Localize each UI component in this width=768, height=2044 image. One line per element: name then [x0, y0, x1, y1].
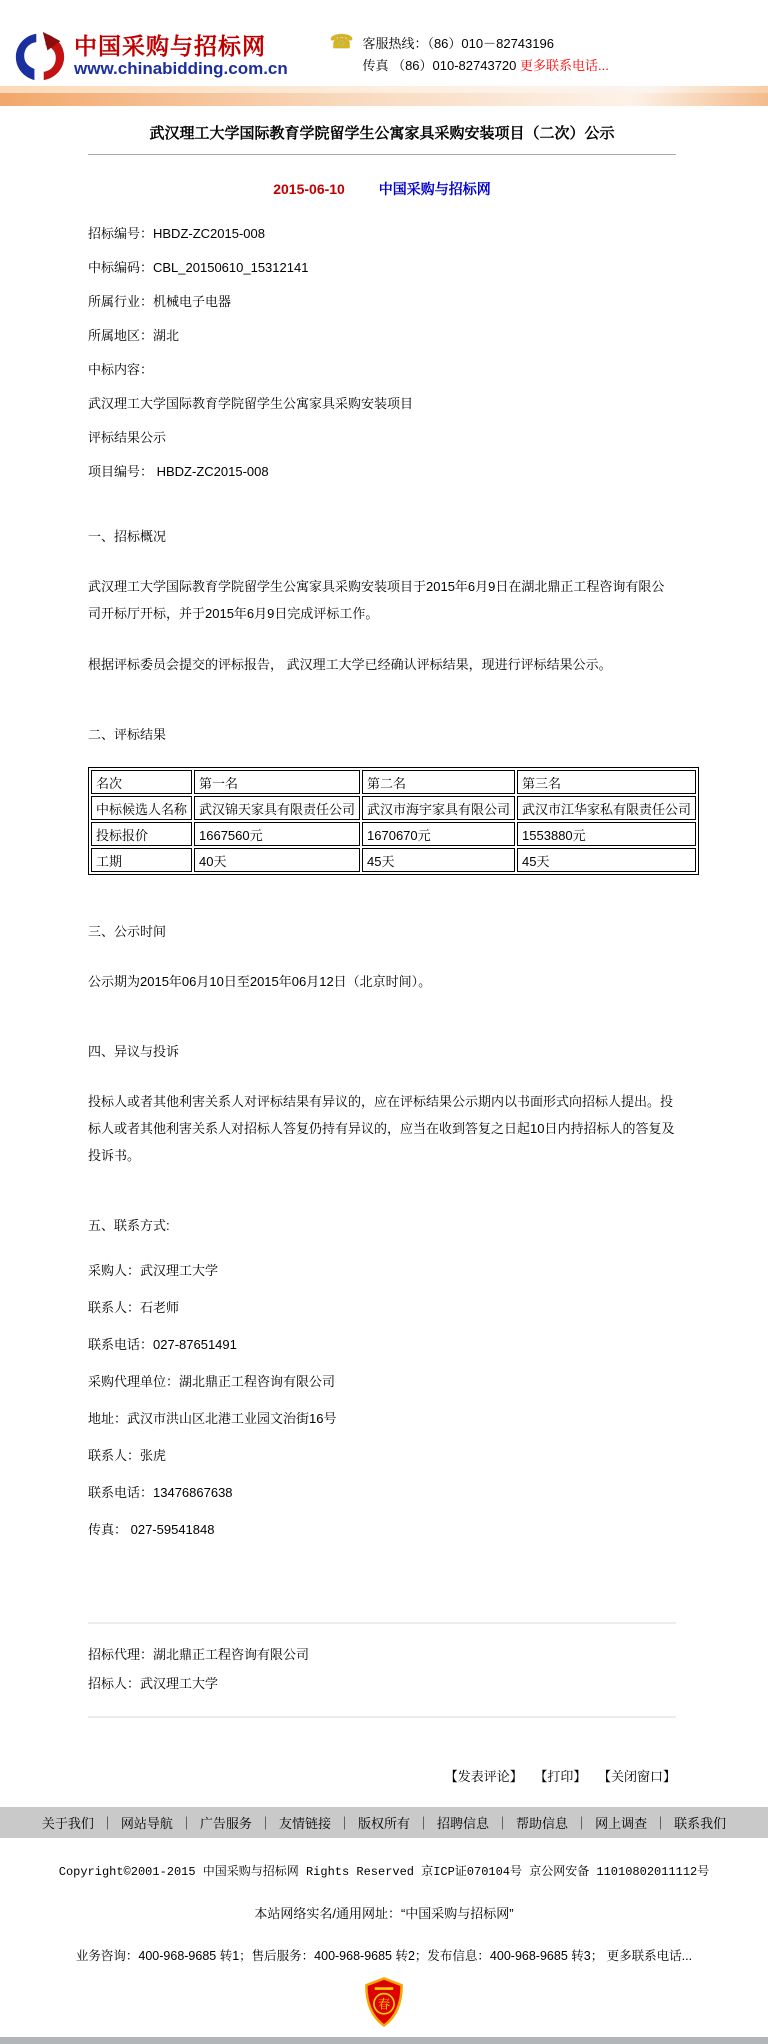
section-objection [88, 1041, 676, 1169]
contact-line: 采购代理单位：湖北鼎正工程咨询有限公司 [88, 1374, 336, 1389]
source-site-link[interactable]: 中国采购与招标网 [378, 181, 491, 197]
signoff-divider-top [88, 1622, 676, 1624]
fax-line-wrap [362, 55, 608, 77]
table-row [91, 822, 696, 846]
section-heading: 一、招标概况 [88, 529, 167, 544]
table-cell: 武汉市海宇家具有限公司 [362, 796, 515, 820]
nav-separator: ｜ [496, 1816, 510, 1831]
bottom-strip [0, 2037, 768, 2044]
table-cell: 第一名 [194, 770, 360, 794]
footer-link-sitemap[interactable]: 网站导航 [120, 1816, 173, 1831]
realname-line: 本站网络实名/通用网址：“中国采购与招标网” [254, 1906, 514, 1921]
meta-line: 所属地区：湖北 [88, 328, 180, 343]
meta-line: 武汉理工大学国际教育学院留学生公寓家具采购安装项目 [88, 396, 414, 411]
contact-line: 采购人：武汉理工大学 [88, 1263, 219, 1278]
section-evaluation-results [88, 724, 692, 875]
section-heading: 五、联系方式: [88, 1218, 170, 1233]
contact-line: 联系人：石老师 [88, 1300, 180, 1315]
section-publicity-period [88, 921, 676, 995]
table-row [91, 848, 696, 872]
site-footer [0, 1807, 768, 2044]
meta-line: 所属行业：机械电子电器 [88, 294, 232, 309]
footer-link-help[interactable]: 帮助信息 [516, 1816, 569, 1831]
table-cell: 1670670元 [362, 822, 515, 846]
dateline [88, 179, 676, 199]
table-cell: 工期 [91, 848, 192, 872]
nav-separator: ｜ [575, 1816, 589, 1831]
header-contact-block [330, 30, 609, 77]
badge-wrap [0, 1976, 768, 2031]
nav-separator: ｜ [258, 1816, 272, 1831]
meta-line: 中标编码：CBL_20150610_15312141 [88, 260, 309, 275]
table-cell: 武汉锦天家具有限责任公司 [194, 796, 360, 820]
table-cell: 第二名 [362, 770, 515, 794]
publish-date: 2015-06-10 [273, 181, 345, 197]
table-row [91, 796, 696, 820]
section-bid-overview [88, 526, 676, 678]
contact-line: 地址：武汉市洪山区北港工业园文治街16号 [88, 1411, 337, 1426]
footer-link-ads[interactable]: 广告服务 [199, 1816, 252, 1831]
more-contacts-link[interactable]: 更多联系电话... [520, 58, 609, 73]
meta-line: 项目编号： HBDZ-ZC2015-008 [88, 464, 269, 479]
meta-line: 招标编号：HBDZ-ZC2015-008 [88, 226, 265, 241]
section-contact-info [88, 1215, 676, 1538]
site-name: 中国采购与招标网 [74, 33, 266, 59]
page-title: 武汉理工大学国际教育学院留学生公寓家具采购安装项目（二次）公示 [149, 125, 615, 142]
hotline-line: 客服热线：（86）010－82743196 [362, 36, 554, 51]
table-row [91, 770, 696, 794]
title-divider [88, 154, 676, 155]
contact-line: 联系电话：13476867638 [88, 1485, 233, 1500]
gradient-bar-top [0, 86, 768, 93]
nav-separator: ｜ [100, 1816, 114, 1831]
section-paragraph: 投标人或者其他利害关系人对评标结果有异议的，应在评标结果公示期内以书面形式向招标人提出。投标人或者其他利害关系人对招标人答复仍持有异议的，应当在收到答复之日起10日内持招标人的答复及投诉书。 [88, 1094, 675, 1163]
service-hotlines-line: 业务咨询：400-968-9685 转1；售后服务：400-968-9685 转2；发布信息：400-968-9685 转3； 更多联系电话... [75, 1949, 693, 1963]
site-header [0, 0, 768, 86]
footer-link-jobs[interactable]: 招聘信息 [437, 1816, 490, 1831]
footer-navbar [0, 1807, 768, 1838]
section-paragraph: 武汉理工大学国际教育学院留学生公寓家具采购安装项目于2015年6月9日在湖北鼎正工程咨询有限公司开标厅开标，并于2015年6月9日完成评标工作。 [88, 579, 665, 621]
table-cell: 名次 [91, 770, 192, 794]
site-url: www.chinabidding.com.cn [74, 59, 288, 78]
gradient-bar-main [0, 93, 768, 106]
footer-link-contact[interactable]: 联系我们 [674, 1816, 727, 1831]
table-cell: 45天 [517, 848, 696, 872]
section-heading: 四、异议与投诉 [88, 1044, 180, 1059]
fax-line: 传真 （86）010-82743720 [362, 58, 517, 73]
signoff-block [88, 1646, 676, 1692]
table-cell: 1553880元 [517, 822, 696, 846]
site-logo-text [74, 34, 288, 78]
table-cell: 第三名 [517, 770, 696, 794]
article-actions [88, 1766, 676, 1785]
table-cell: 1667560元 [194, 822, 360, 846]
close-window-button[interactable]: 【关闭窗口】 [597, 1769, 676, 1784]
section-paragraph: 根据评标委员会提交的评标报告， 武汉理工大学已经确认评标结果，现进行评标结果公示。 [88, 657, 612, 672]
nav-separator: ｜ [654, 1816, 668, 1831]
footer-link-survey[interactable]: 网上调查 [595, 1816, 648, 1831]
contact-line: 联系人：张虎 [88, 1448, 167, 1463]
article [0, 106, 768, 1785]
table-cell: 武汉市江华家私有限责任公司 [517, 796, 696, 820]
nav-separator: ｜ [337, 1816, 351, 1831]
site-logo-icon [12, 30, 68, 82]
badge-glyph: 春 [377, 1997, 391, 2012]
section-paragraph: 公示期为2015年06月10日至2015年06月12日（北京时间）。 [88, 974, 432, 989]
section-heading: 三、公示时间 [88, 924, 167, 939]
signoff-line: 招标代理：湖北鼎正工程咨询有限公司 [88, 1647, 310, 1662]
table-cell: 45天 [362, 848, 515, 872]
copyright-line: Copyright©2001-2015 中国采购与招标网 Rights Reserved 京ICP证070104号 京公网安备 11010802011112号 [58, 1865, 710, 1879]
post-comment-button[interactable]: 【发表评论】 [444, 1769, 523, 1784]
credibility-shield-icon[interactable] [363, 1976, 405, 2028]
signoff-divider-bottom [88, 1716, 676, 1718]
footer-link-friends[interactable]: 友情链接 [278, 1816, 331, 1831]
meta-line: 中标内容： [88, 362, 154, 377]
contact-line: 联系电话：027-87651491 [88, 1337, 237, 1352]
phone-icon: ☎ [329, 32, 354, 53]
print-button[interactable]: 【打印】 [534, 1769, 587, 1784]
table-cell: 投标报价 [91, 822, 192, 846]
footer-link-about[interactable]: 关于我们 [41, 1816, 94, 1831]
header-contact-lines [362, 33, 608, 77]
section-heading: 二、评标结果 [88, 727, 167, 742]
signoff-line: 招标人：武汉理工大学 [88, 1676, 219, 1691]
table-cell: 40天 [194, 848, 360, 872]
results-table [88, 767, 699, 875]
meta-line: 评标结果公示 [88, 430, 167, 445]
contact-line: 传真： 027-59541848 [88, 1522, 215, 1537]
footer-link-copyright[interactable]: 版权所有 [357, 1816, 410, 1831]
nav-separator: ｜ [179, 1816, 193, 1831]
table-cell: 中标候选人名称 [91, 796, 192, 820]
site-logo[interactable] [12, 30, 288, 82]
nav-separator: ｜ [417, 1816, 431, 1831]
meta-block [88, 225, 676, 480]
